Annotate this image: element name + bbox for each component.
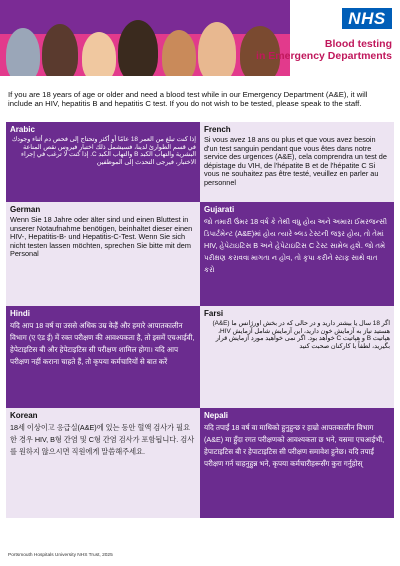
grid-row [6,408,394,518]
language-text: જો તમારી ઉંમર 18 વર્ષ કે તેથી વધુ હોય અને અમારા ઈમરજન્સી ડિપાર્ટમેન્ટ (A&E)માં હોય ત્યારે બ્લડ ટેસ્ટની જરૂર હોય, તો તેમાં HIV, હેપેટાઇટિસ B અને હેપેટાઇટિસ C ટેસ્ટ સામેલ હશે. જો તમે પરીક્ષણ કરાવવા માગતા ન હોવ, તો કૃપા કરીને સ્ટાફ સાથે વાત કરો [204,217,388,274]
language-heading: Korean [10,411,38,420]
person-illustration [198,22,236,76]
language-cell-farsi [200,306,394,408]
language-heading: Arabic [10,125,35,134]
person-illustration [42,24,78,76]
language-cell-gujarati [200,202,394,306]
grid-row [6,306,394,408]
header [0,0,400,82]
language-cell-french [200,122,394,202]
language-text: यदि आप 18 वर्ष या उससे अधिक उम्र केहैं और हमारे आपातकालीन विभाग (ए एंड ई) में रक्त परीक्षण की आवश्यकता है, तो इसमें एचआईवी, हेपेटाइटिस बी और हेपेटाइटिस सी परीक्षण शामिल होगा। यदि आप परीक्षण नहीं कराना चाहते हैं, तो कृपया कर्मचारियों से बात करें [10,321,195,366]
person-illustration [162,30,196,76]
language-grid [6,122,394,518]
language-heading: Gujarati [204,205,235,214]
language-text: यदि तपाईं 18 वर्ष वा माथिको हुनुहुन्छ र हाम्रो आपतकालीन विभाग (A&E) मा हुँदा रगत परीक्षणको आवश्यकता छ भने, यसमा एचआईभी, हेपाटाइटिस बी र हेपाटाइटिस सी परीक्षण समावेश हुनेछ। यदि तपाईं परीक्षण गर्न चाहनुहुन्न भने, कृपया कर्मचारीहरूसँग कुरा गर्नुहोस् [204,423,385,468]
title-line-2: in Emergency Departments [256,50,392,62]
language-cell-korean [6,408,200,518]
language-text: اگر 18 سال یا بیشتر دارید و در حالی که در بخش اورژانس ما (A&E) هستید نیاز به آزمایش خون دارید، این آزمایش شامل آزمایش HIV، هپاتیت B و هپاتیت C خواهد بود. اگر نمی خواهید مورد آزمایش قرار بگیرید، لطفاً با کارکنان صحبت کنید [212,320,390,350]
language-text: Si vous avez 18 ans ou plus et que vous avez besoin d'un test sanguin pendant que vous êtes dans notre service des urgences (A&E), cela comprendra un test de dépistage du VIH, de l'hépatite B et de l'hépatite C Si vous ne souhaitez pas être testé, veuillez en parler au personnel [204,135,387,187]
language-text: Wenn Sie 18 Jahre oder älter sind und einen Bluttest in unserer Notaufnahme benötigen, beinhaltet dieser einen HIV-, Hepatitis-B- und Hepatitis-C-Test. Wenn Sie sich nicht testen lassen möchten, sprechen Sie bitte mit dem Personal [10,215,193,259]
language-cell-arabic [6,122,200,202]
language-heading: Hindi [10,309,30,318]
language-text: إذا كنت تبلغ من العمر 18 عامًا أو أكثر وتحتاج إلى فحص دم أثناء وجودك في قسم الطوارئ لدينا، فسيشمل ذلك اختبار فيروس نقص المناعة البشرية والتهاب الكبد B والتهاب الكبد C. إذا كنت لا ترغب في إجراء الاختبار، فيرجى التحدث إلى الموظفين [11,136,196,166]
page-title [256,38,392,62]
title-line-1: Blood testing [324,38,392,50]
footer-credit: Portsmouth Hospitals University NHS Trust, 2025 [8,553,113,558]
language-heading: French [204,125,231,134]
language-heading: Nepali [204,411,229,420]
language-cell-nepali [200,408,394,518]
illustration-banner [0,0,290,76]
language-cell-hindi [6,306,200,408]
language-cell-german [6,202,200,306]
grid-row [6,122,394,202]
language-text: 18세 이상이고 응급실(A&E)에 있는 동안 혈액 검사가 필요한 경우 HIV, B형 간염 및 C형 간염 검사가 포함됩니다. 검사를 원하지 않으시면 직원에게 말씀해주세요. [10,423,195,456]
person-illustration [82,32,116,76]
person-illustration [118,20,158,76]
intro-text: If you are 18 years of age or older and need a blood test while in our Emergency Department (A&E), it will include an HIV, hepatitis B and hepatitis C test. If you do not wish to be tested, please speak to the staff. [8,90,368,108]
person-illustration [6,28,40,76]
nhs-logo: NHS [342,8,392,29]
grid-row [6,202,394,306]
language-heading: Farsi [204,309,224,318]
language-heading: German [10,205,41,214]
